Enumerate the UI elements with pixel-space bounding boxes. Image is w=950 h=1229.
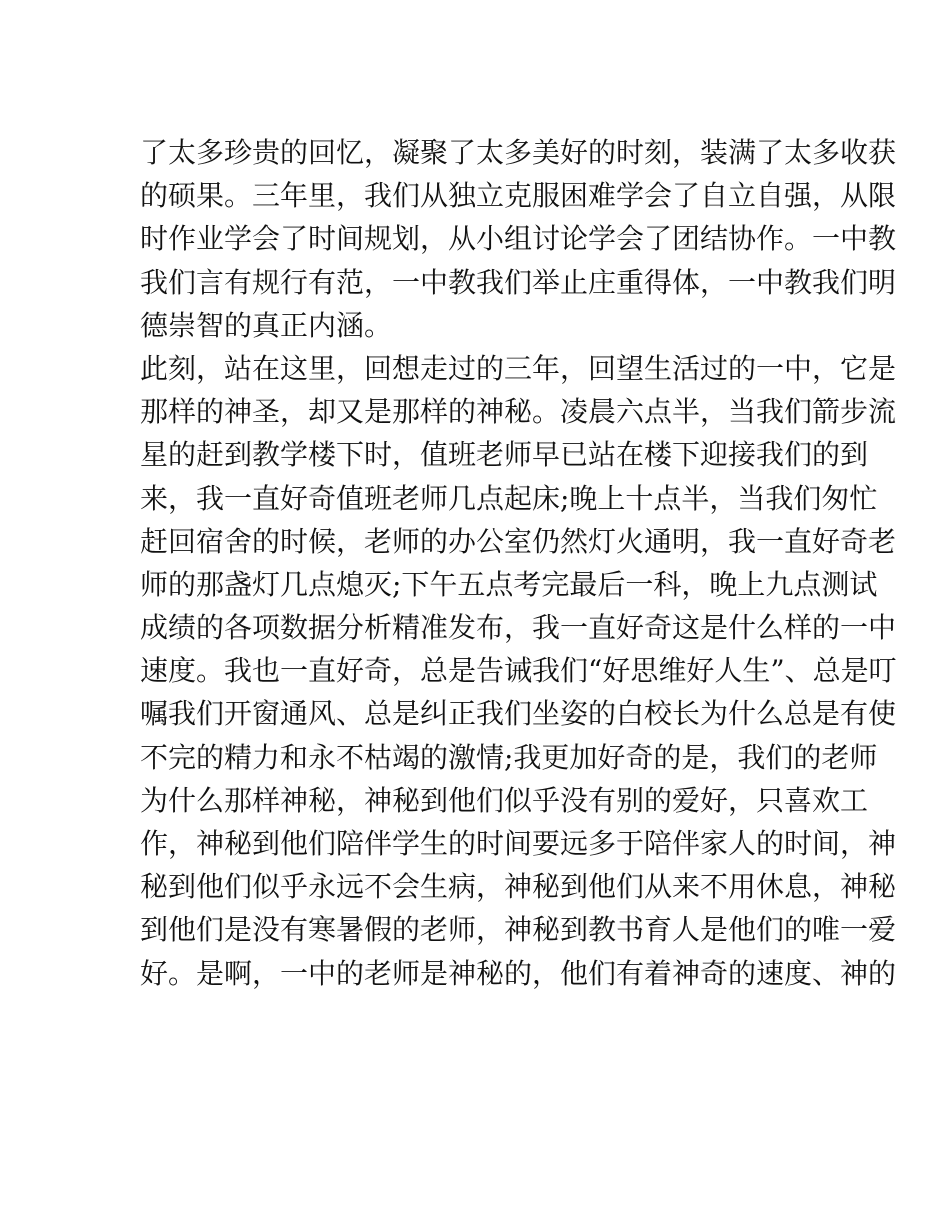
- text-line: 那样的神圣，却又是那样的神秘。凌晨六点半，当我们箭步流: [140, 395, 897, 429]
- text-line: 星的赶到教学楼下时，值班老师早已站在楼下迎接我们的到: [140, 438, 869, 472]
- text-line: 不完的精力和永不枯竭的激情;我更加好奇的是，我们的老师: [140, 740, 878, 774]
- text-line: 的硕果。三年里，我们从独立克服困难学会了自立自强，从限: [140, 179, 897, 213]
- text-line: 作，神秘到他们陪伴学生的时间要远多于陪伴家人的时间，神: [140, 827, 897, 860]
- text-line: 赶回宿舍的时候，老师的办公室仍然灯火通明，我一直好奇老: [140, 524, 897, 558]
- text-line: 了太多珍贵的回忆，凝聚了太多美好的时刻，装满了太多收获: [140, 136, 897, 169]
- text-line: 到他们是没有寒暑假的老师，神秘到教书育人是他们的唯一爱: [140, 913, 897, 947]
- text-line: 嘱我们开窗通风、总是纠正我们坐姿的白校长为什么总是有使: [140, 697, 897, 731]
- text-line: 德崇智的真正内涵。: [140, 308, 393, 342]
- text-line: 秘到他们似乎永远不会生病，神秘到他们从来不用休息，神秘: [140, 870, 897, 904]
- text-line: 我们言有规行有范，一中教我们举止庄重得体，一中教我们明: [140, 265, 897, 299]
- text-line: 成绩的各项数据分析精准发布，我一直好奇这是什么样的一中: [140, 611, 897, 645]
- text-line: 好。是啊，一中的老师是神秘的，他们有着神奇的速度、神的: [140, 956, 897, 990]
- text-line: 师的那盏灯几点熄灭;下午五点考完最后一科，晚上九点测试: [140, 567, 878, 601]
- text-line: 来，我一直好奇值班老师几点起床;晚上十点半，当我们匆忙: [140, 481, 878, 515]
- text-line: 为什么那样神秘，神秘到他们似乎没有别的爱好，只喜欢工: [140, 783, 869, 817]
- text-line: 时作业学会了时间规划，从小组讨论学会了团结协作。一中教: [140, 222, 897, 256]
- text-line: 此刻，站在这里，回想走过的三年，回望生活过的一中，它是: [140, 351, 897, 385]
- text-line: 速度。我也一直好奇，总是告诫我们“好思维好人生”、总是叮: [140, 654, 897, 688]
- body-text: [140, 131, 897, 995]
